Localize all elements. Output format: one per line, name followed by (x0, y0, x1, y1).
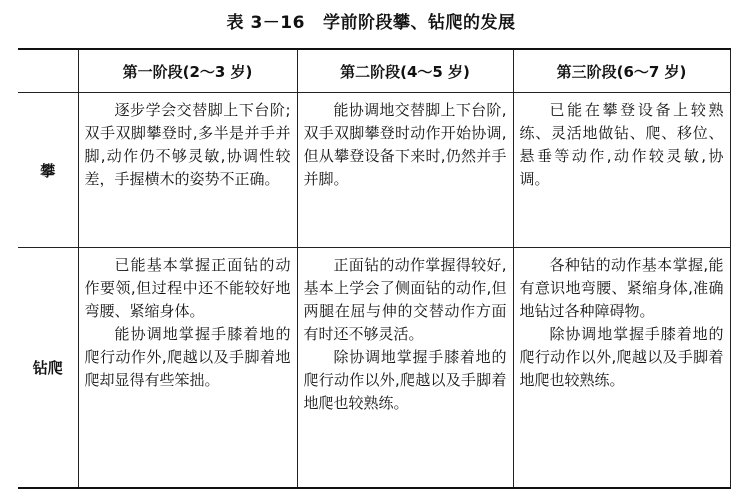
cell-paragraph: 能协调地交替脚上下台阶,双手双脚攀登时动作开始协调,但从攀登设备下来时,仍然并手并脚。 (303, 101, 507, 188)
table-cell (513, 248, 730, 489)
table-cell (297, 93, 513, 248)
table-number: 表 3－16 (226, 13, 305, 33)
table-row (18, 93, 730, 248)
row-label: 攀 (18, 93, 78, 248)
table-cell (513, 93, 730, 248)
development-table (18, 48, 731, 489)
cell-paragraph: 正面钻的动作掌握得较好,基本上学会了侧面钻的动作,但两腿在屈与伸的交替动作方面有时还不够灵活。 (303, 256, 507, 343)
table-cell (78, 93, 297, 248)
cell-paragraph: 除协调地掌握手膝着地的爬行动作以外,爬越以及手脚着地爬也较熟练。 (519, 325, 724, 389)
header-row (18, 49, 730, 93)
cell-paragraph: 能协调地掌握手膝着地的爬行动作外,爬越以及手脚着地爬却显得有些笨拙。 (84, 325, 291, 389)
table-cell (297, 248, 513, 489)
corner-cell (18, 49, 78, 93)
column-header: 第一阶段(2～3 岁) (78, 49, 297, 93)
table-title: 学前阶段攀、钻爬的发展 (322, 13, 516, 33)
cell-paragraph: 逐步学会交替脚上下台阶;双手双脚攀登时,多半是并手并脚,动作仍不够灵敏,协调性较差，手握横木的姿势不正确。 (84, 101, 291, 188)
cell-paragraph: 除协调地掌握手膝着地的爬行动作以外,爬越以及手脚着地爬也较熟练。 (303, 348, 507, 412)
column-header: 第二阶段(4～5 岁) (297, 49, 513, 93)
cell-paragraph: 各种钻的动作基本掌握,能有意识地弯腰、紧缩身体,准确地钻过各种障碍物。 (519, 256, 724, 320)
table-caption (0, 8, 742, 33)
column-header: 第三阶段(6～7 岁) (513, 49, 730, 93)
table-row (18, 248, 730, 489)
cell-paragraph: 已能基本掌握正面钻的动作要领,但过程中还不能较好地弯腰、紧缩身体。 (84, 256, 291, 320)
table-cell (78, 248, 297, 489)
row-label: 钻爬 (18, 248, 78, 489)
cell-paragraph: 已能在攀登设备上较熟练、灵活地做钻、爬、移位、悬垂等动作,动作较灵敏,协调。 (519, 101, 724, 188)
